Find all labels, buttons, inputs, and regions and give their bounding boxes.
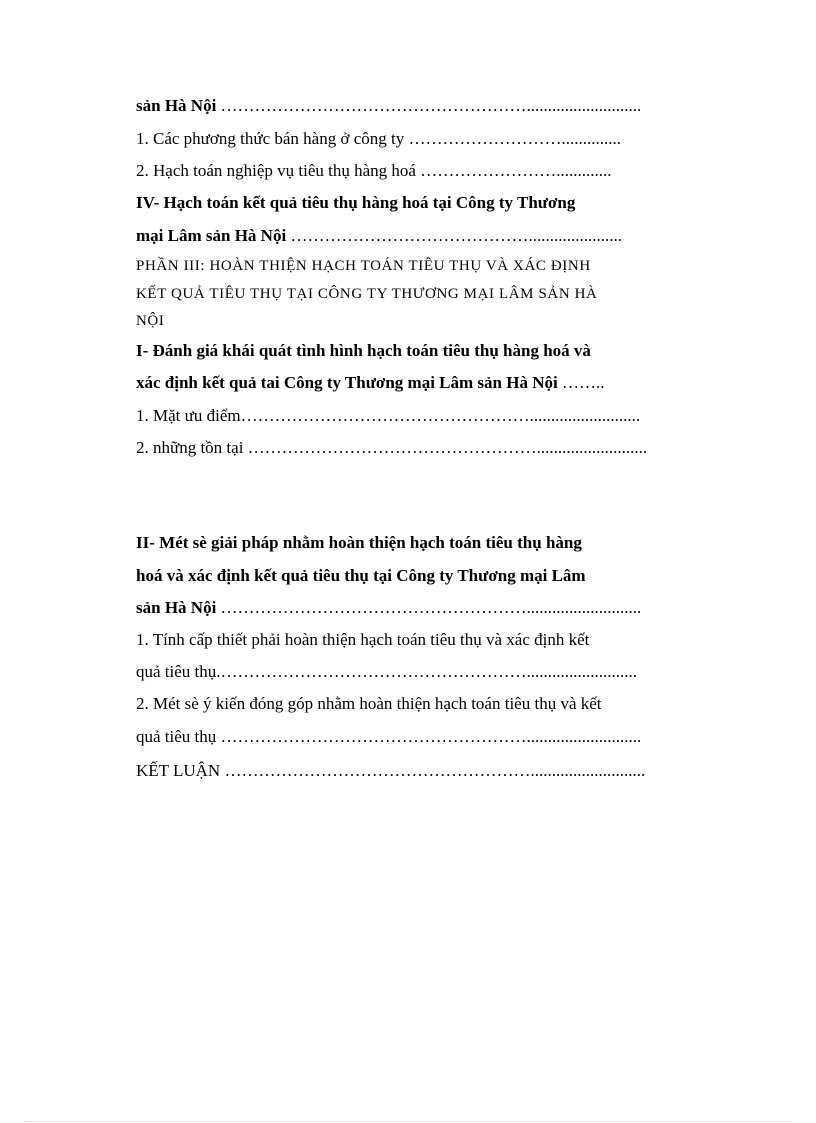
page-bottom-rule <box>24 1121 792 1122</box>
toc-line <box>136 597 676 619</box>
toc-line: 2. những tồn tại …………………………………………….......................... <box>136 438 648 457</box>
toc-leader: ………………………………………………........................... <box>216 598 642 617</box>
toc-heading-text: mại Lâm sản Hà Nội <box>136 226 287 245</box>
toc-leader: ………………………………………………........................... <box>216 96 642 115</box>
toc-line: 1. Các phương thức bán hàng ở công ty ……………………….............. <box>136 129 621 148</box>
toc-section-heading: I- Đánh giá khái quát tình hình hạch toán tiêu thụ hàng hoá và <box>136 341 591 360</box>
toc-heading-text: sản Hà Nội <box>136 96 217 115</box>
toc-section-heading: IV- Hạch toán kết quả tiêu thụ hàng hoá tại Công ty Thương <box>136 193 576 212</box>
toc-heading-text: xác định kết quả tai Công ty Thương mại Lâm sản Hà Nội <box>136 373 558 392</box>
toc-part-heading: KẾT QUẢ TIÊU THỤ TẠI CÔNG TY THƯƠNG MẠI LÂM SẢN HÀ <box>136 286 598 302</box>
toc-line: 2. Hạch toán nghiệp vụ tiêu thụ hàng hoá ……………………............. <box>136 161 612 180</box>
toc-section-heading: II- Mét sè giải pháp nhằm hoàn thiện hạch toán tiêu thụ hàng <box>136 533 582 552</box>
toc-line: 2. Mét sè ý kiến đóng góp nhằm hoàn thiện hạch toán tiêu thụ và kết <box>136 694 602 713</box>
toc-line: 1. Mặt ưu điểm…………………………………………….......................... <box>136 406 641 425</box>
toc-line <box>136 225 676 247</box>
toc-heading-text: sản Hà Nội <box>136 598 217 617</box>
toc-leader: ……………………………………...................... <box>286 226 622 245</box>
toc-part-heading: NỘI <box>136 313 165 329</box>
toc-section-heading: hoá và xác định kết quả tiêu thụ tại Công ty Thương mại Lâm <box>136 566 586 585</box>
toc-leader: …….. <box>557 373 605 392</box>
toc-line: quả tiêu thụ ………………………………………………........................... <box>136 727 642 746</box>
toc-line <box>136 95 676 117</box>
toc-line: 1. Tính cấp thiết phải hoàn thiện hạch toán tiêu thụ và xác định kết <box>136 630 590 649</box>
toc-line: quả tiêu thụ.……………………………………………….......................... <box>136 662 638 681</box>
toc-line <box>136 372 676 394</box>
toc-part-heading: PHẦN III: HOÀN THIỆN HẠCH TOÁN TIÊU THỤ VÀ XÁC ĐỊNH <box>136 258 591 274</box>
toc-line: KẾT LUẬN ………………………………………………........................... <box>136 761 646 780</box>
